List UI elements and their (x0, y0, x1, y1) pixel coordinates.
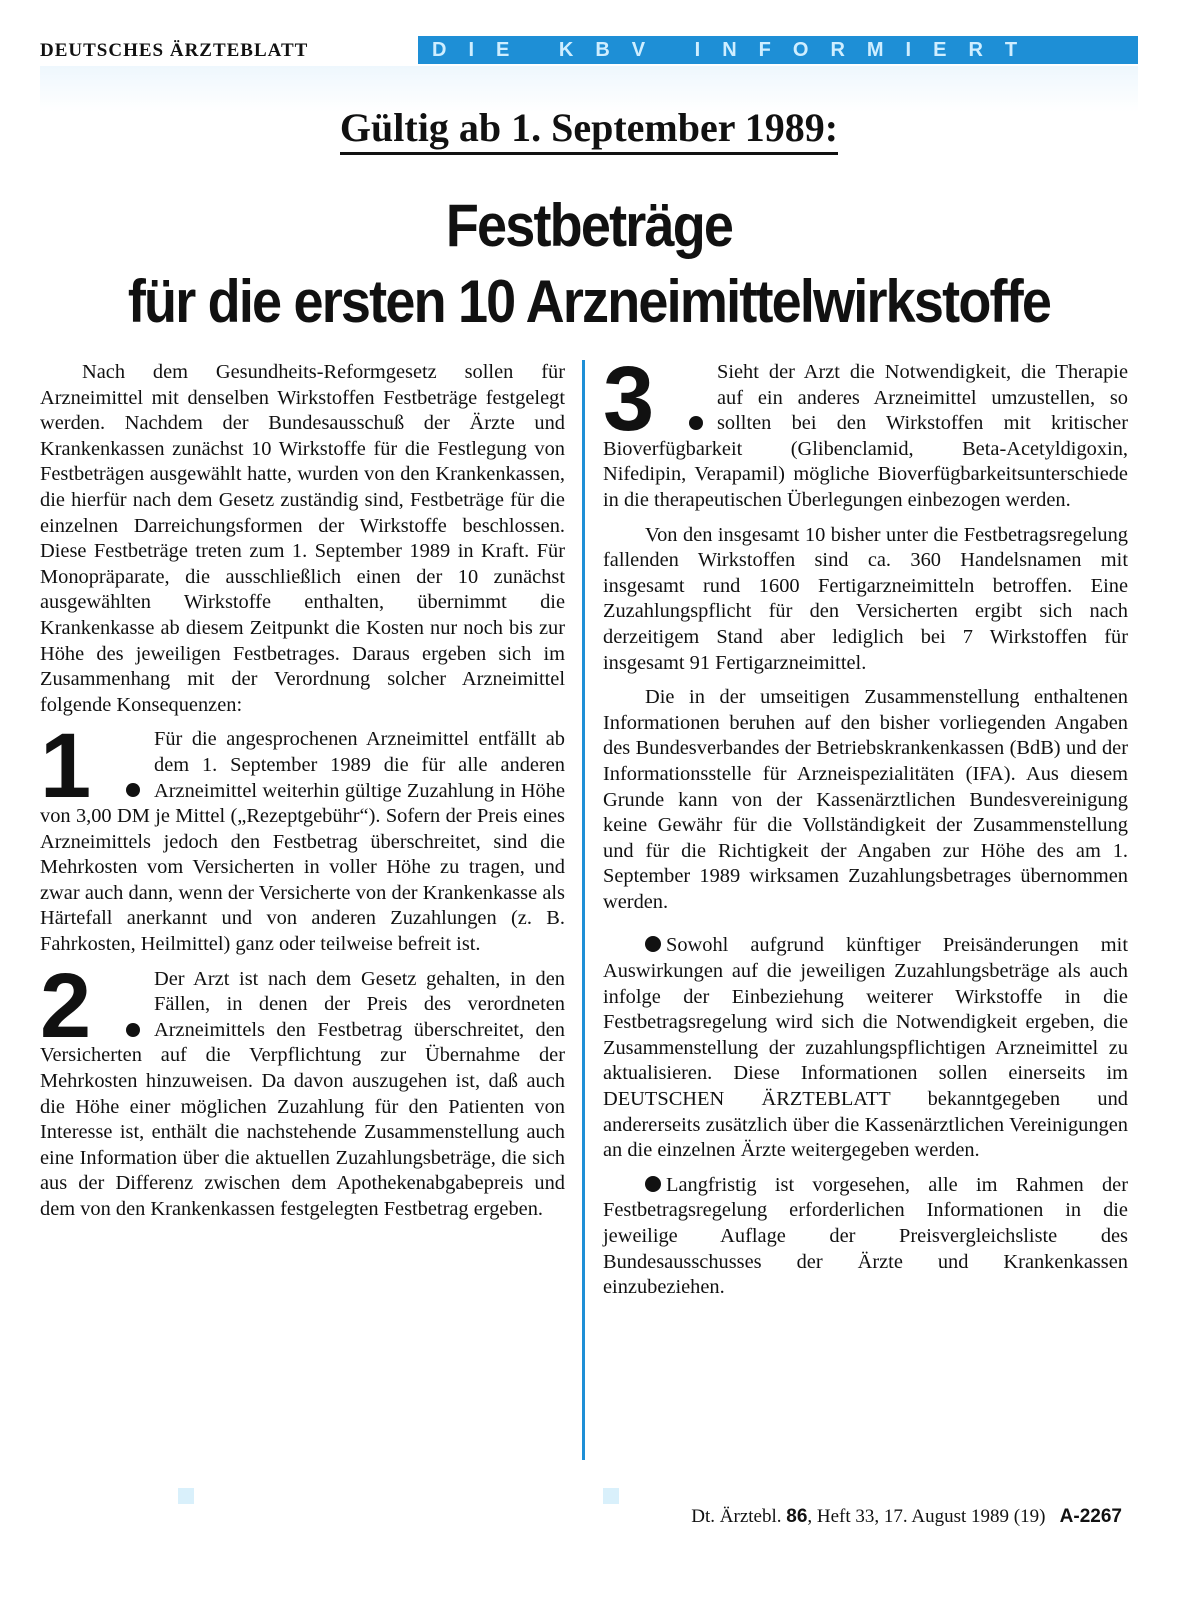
numbered-point-3 (603, 348, 1128, 514)
journal-name: DEUTSCHES ÄRZTEBLATT (40, 40, 309, 61)
point-text-1: Für die angesprochenen Arzneimittel entfällt ab dem 1. September 1989 die für alle anderen Arzneimittel weiterhin gültige Zuzahlung in Höhe von 3,00 DM je Mittel („Rezeptgebühr“). Sofern der Preis eines Arzneimittels jedoch den Festbetrag überschreitet, sind die Mehrkosten vom Versicherten in voller Höhe zu tragen, und zwar auch dann, wenn der Versicherte von der Krankenkasse als Härtefall anerkannt und von anderen Zuzahlungen (z. B. Fahrkosten, Heilmittel) ganz oder teilweise befreit ist. (40, 728, 565, 956)
page-footer (691, 1506, 1122, 1528)
citation-volume: 86 (786, 1506, 808, 1527)
bullet-text-2: Langfristig ist vorgesehen, alle im Rahmen der Festbetragsregelung erforderlichen Informationen in die jeweilige Auflage der Preisvergleichsliste des Bundesausschusses der Ärzte und Krankenkassen einzubeziehen. (603, 1173, 1128, 1299)
scan-mark (178, 1488, 194, 1504)
citation-suffix: , Heft 33, 17. August 1989 (19) (807, 1506, 1046, 1527)
column-divider (582, 360, 585, 1460)
page-header (40, 36, 1160, 66)
scan-mark (603, 1488, 619, 1504)
numbered-point-1 (40, 715, 565, 957)
left-column (40, 360, 565, 1232)
bullet-text-1: Sowohl aufgrund künftiger Preisänderungen mit Auswirkungen auf die jeweiligen Zuzahlungsbeträge als auch infolge der Einbeziehung weiterer Wirkstoffe in die Festbetragsregelung wird sich die Notwendigkeit ergeben, die Zusammenstellung der zuzahlungspflichtigen Arzneimittel zu aktualisieren. Diese Informationen sollen einerseits im DEUTSCHEN ÄRZTEBLATT bekanntgegeben und andererseits zusätzlich über die Kassenärztlichen Vereinigungen an die einzelnen Ärzte weitergegeben werden. (603, 934, 1128, 1162)
headline-line-2: für die ersten 10 Arzneimittelwirkstoffe (127, 268, 1051, 335)
page-number: A-2267 (1059, 1506, 1122, 1527)
subtitle-text: Gültig ab 1. September 1989: (340, 105, 838, 155)
point-number-2: 2 (40, 967, 144, 1043)
paragraph-figures: Von den insgesamt 10 bisher unter die Festbetragsregelung fallenden Wirkstoffen sind ca. 360 Handelsnamen mit insgesamt rund 1600 Fertigarzneimitteln betroffen. Eine Zuzahlungspflicht für den Versicherten ergibt sich nach derzeitigem Stand aber lediglich bei 7 Wirkstoffen für insgesamt 91 Fertigarzneimittel. (603, 523, 1128, 674)
point-dot-icon (689, 416, 703, 430)
citation-prefix: Dt. Ärztebl. (691, 1506, 782, 1527)
point-dot-icon (126, 783, 140, 797)
bullet-paragraph-2 (603, 1173, 1128, 1301)
article-subtitle (0, 104, 1178, 151)
point-number-1: 1 (40, 727, 144, 803)
point-text-3: Sieht der Arzt die Notwendigkeit, die Therapie auf ein anderes Arzneimittel umzustellen, so sollten bei den Wirkstoffen mit kritischer Bioverfügbarkeit (Glibenclamid, Beta-Acetyldigoxin, Nifedipin, Verapamil) mögliche Bioverfügbarkeitsunterschiede in die therapeutischen Überlegungen einbezogen werden. (603, 361, 1128, 511)
point-number-3: 3 (603, 360, 707, 436)
point-dot-icon (126, 1023, 140, 1037)
bullet-icon (645, 936, 661, 952)
article-headline (59, 188, 1119, 340)
point-text-2: Der Arzt ist nach dem Gesetz gehalten, in den Fällen, in denen der Preis des verordneten Arzneimittels den Festbetrag überschreitet, den Versicherten auf die Verpflichtung zur Übernahme der Mehrkosten hinzuweisen. Da davon auszugehen ist, daß auch die Höhe einer möglichen Zuzahlung für den Patienten von Interesse ist, enthält die nachstehende Zusammenstellung auch eine Information über die aktuellen Zuzahlungsbeträge, die sich aus der Differenz zwischen dem Apothekenabgabepreis und dem von den Krankenkassen festgelegten Festbetrag ergeben. (40, 967, 565, 1220)
bullet-paragraph-1 (603, 933, 1128, 1163)
headline-line-1: Festbeträge (445, 192, 733, 259)
bullet-icon (645, 1176, 661, 1192)
intro-paragraph: Nach dem Gesundheits-Reformgesetz sollen für Arzneimittel mit denselben Wirkstoffen Festbeträge festgelegt werden. Nachdem der Bundesausschuß der Ärzte und Krankenkassen zunächst 10 Wirkstoffe für die Festlegung von Festbeträgen ausgewählt hatte, wurden von den Krankenkassen, die hierfür nach dem Gesetz zuständig sind, Festbeträge für die einzelnen Darreichungsformen der Wirkstoffe beschlossen. Diese Festbeträge treten zum 1. September 1989 in Kraft. Für Monopräparate, die ausschließlich einen der 10 zunächst ausgewählten Wirkstoffe enthalten, übernimmt die Krankenkasse ab diesem Zeitpunkt die Kosten nur noch bis zur Höhe des jeweiligen Festbetrages. Daraus ergeben sich im Zusammenhang mit der Verordnung solcher Arzneimittel folgende Konsequenzen: (40, 361, 565, 716)
paragraph-sources: Die in der umseitigen Zusammenstellung enthaltenen Informationen beruhen auf den bisher vorliegenden Angaben des Bundesverbandes der Betriebskrankenkassen (BdB) und der Informationsstelle für Arzneispezialitäten (IFA). Aus diesem Grunde kann von der Kassenärztlichen Bundesvereinigung keine Gewähr für die Vollständigkeit der Zusammenstellung und für die Richtigkeit der Angaben zur Höhe des am 1. September 1989 wirksamen Zuzahlungsbetrages übernommen werden. (603, 686, 1128, 913)
right-column (603, 348, 1128, 1310)
numbered-point-2 (40, 954, 565, 1223)
kbv-banner: DIE KBV INFORMIERT (418, 36, 1138, 64)
